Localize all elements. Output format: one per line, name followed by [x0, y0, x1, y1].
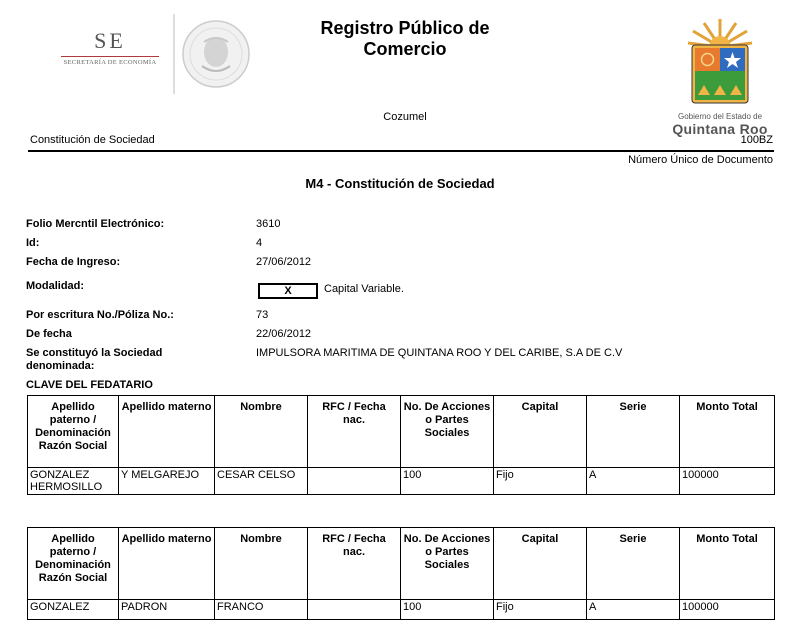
se-logo-subtitle: SECRETARÍA DE ECONOMÍA	[63, 59, 157, 66]
page-title: Registro Público de Comercio	[320, 18, 490, 59]
fecha-ingreso-value: 27/06/2012	[256, 256, 312, 268]
cell-monto: 100000	[680, 600, 775, 620]
cell-apellido-paterno: GONZALEZ HERMOSILLO	[28, 468, 119, 495]
header-divider	[28, 150, 774, 152]
de-fecha-value: 22/06/2012	[256, 328, 312, 340]
se-logo	[55, 28, 165, 98]
gov-logo-subtitle: Gobierno del Estado de	[677, 112, 763, 121]
sociedad-label-line1: Se constituyó la Sociedad	[26, 347, 163, 359]
cell-apellido-materno: Y MELGAREJO	[119, 468, 215, 495]
document-code: 100BZ	[740, 134, 773, 146]
cell-serie: A	[587, 468, 680, 495]
cell-apellido-paterno: GONZALEZ	[28, 600, 119, 620]
col-header-rfc: RFC / Fecha nac.	[308, 528, 401, 600]
id-label: Id:	[26, 237, 40, 249]
cell-rfc	[308, 600, 401, 620]
col-header-apellido-paterno: Apellido paterno / Denominación Razón Social	[28, 396, 119, 468]
col-header-capital: Capital	[494, 396, 587, 468]
cell-nombre: CESAR CELSO	[215, 468, 308, 495]
table-row	[28, 468, 775, 495]
sociedad-label-line2: denominada:	[26, 360, 95, 372]
folio-value: 3610	[256, 218, 281, 230]
col-header-acciones: No. De Acciones o Partes Sociales	[401, 528, 494, 600]
col-header-monto: Monto Total	[680, 396, 775, 468]
cell-serie: A	[587, 600, 680, 620]
table-row	[28, 600, 775, 620]
col-header-nombre: Nombre	[215, 396, 308, 468]
fecha-ingreso-label: Fecha de Ingreso:	[26, 256, 121, 268]
folio-label: Folio Mercntil Electrónico:	[26, 218, 165, 230]
modalidad-label: Modalidad:	[26, 280, 85, 292]
shareholder-table-1	[27, 395, 775, 495]
col-header-apellido-materno: Apellido materno	[119, 528, 215, 600]
national-seal-icon	[172, 14, 252, 94]
city-label: Cozumel	[383, 111, 427, 123]
col-header-acciones: No. De Acciones o Partes Sociales	[401, 396, 494, 468]
col-header-capital: Capital	[494, 528, 587, 600]
modalidad-checkbox: X	[258, 283, 318, 299]
cell-capital: Fijo	[494, 600, 587, 620]
modalidad-value: Capital Variable.	[324, 283, 404, 295]
cell-nombre: FRANCO	[215, 600, 308, 620]
cell-capital: Fijo	[494, 468, 587, 495]
escritura-label: Por escritura No./Póliza No.:	[26, 309, 174, 321]
gov-logo-title: Quintana Roo	[672, 121, 768, 137]
col-header-monto: Monto Total	[680, 528, 775, 600]
se-logo-title: SE	[94, 28, 126, 53]
section-title: M4 - Constitución de Sociedad	[305, 176, 495, 191]
table-header-row	[28, 528, 775, 600]
quintana-roo-logo	[660, 15, 780, 150]
quintana-roo-shield-icon	[660, 15, 780, 107]
col-header-apellido-materno: Apellido materno	[119, 396, 215, 468]
col-header-serie: Serie	[587, 396, 680, 468]
de-fecha-label: De fecha	[26, 328, 72, 340]
nud-label: Número Único de Documento	[628, 154, 773, 166]
cell-acciones: 100	[401, 468, 494, 495]
document-type: Constitución de Sociedad	[30, 134, 155, 146]
id-value: 4	[256, 237, 263, 249]
cell-rfc	[308, 468, 401, 495]
escritura-value: 73	[256, 309, 269, 321]
col-header-apellido-paterno: Apellido paterno / Denominación Razón Social	[28, 528, 119, 600]
shareholder-table-2	[27, 527, 775, 620]
col-header-serie: Serie	[587, 528, 680, 600]
cell-monto: 100000	[680, 468, 775, 495]
se-logo-rule	[61, 56, 159, 57]
clave-fedatario-label: CLAVE DEL FEDATARIO	[26, 379, 153, 391]
sociedad-value: IMPULSORA MARITIMA DE QUINTANA ROO Y DEL CARIBE, S.A DE C.V	[256, 347, 623, 359]
cell-apellido-materno: PADRON	[119, 600, 215, 620]
col-header-nombre: Nombre	[215, 528, 308, 600]
col-header-rfc: RFC / Fecha nac.	[308, 396, 401, 468]
cell-acciones: 100	[401, 600, 494, 620]
table-header-row	[28, 396, 775, 468]
